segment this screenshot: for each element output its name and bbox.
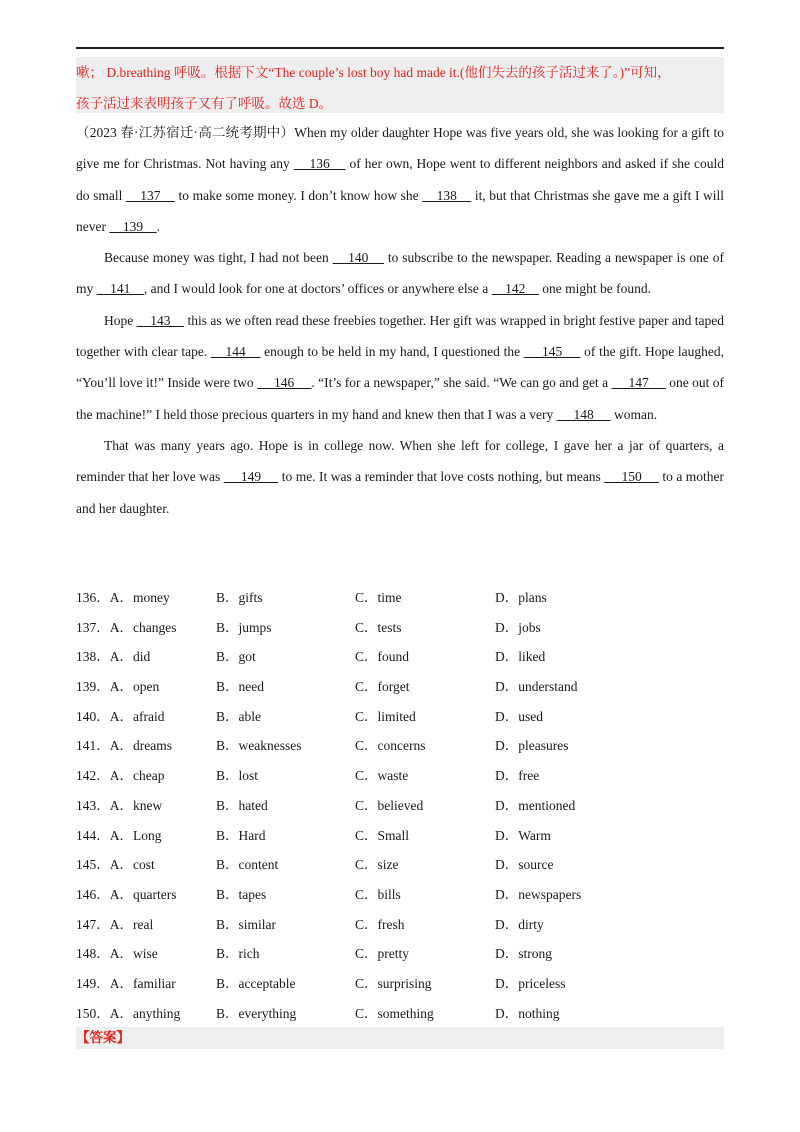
passage-text: woman.: [610, 406, 658, 422]
question-row: [76, 880, 724, 910]
passage-paragraph: [76, 242, 724, 305]
option-a: [76, 672, 159, 702]
passage-text: it, but that Christmas she gave me a gift I will never: [76, 187, 725, 234]
option-a-text: A．anything: [109, 1005, 181, 1021]
passage-paragraph: [76, 305, 724, 430]
blank-number: 137: [125, 187, 175, 203]
option-b: B．gifts: [216, 590, 263, 605]
option-a-text: A．familiar: [109, 975, 176, 991]
option-a: [76, 850, 155, 880]
passage-text: . “It’s for a newspaper,” she said. “We can go and get a: [311, 375, 612, 391]
option-d: D．free: [495, 768, 540, 784]
option-d: D．newspapers: [495, 886, 582, 902]
question-number: 143．: [76, 797, 110, 813]
option-d: D．dirty: [495, 916, 544, 932]
top-divider: [76, 47, 724, 49]
option-c: C．bills: [355, 886, 401, 902]
question-number: 141．: [76, 738, 110, 754]
question-number: 147．: [76, 916, 110, 932]
passage-text: Hope: [104, 312, 137, 328]
blank-number: 146: [257, 375, 312, 391]
option-a: [76, 999, 180, 1029]
question-row: [76, 939, 724, 969]
option-a-text: A．did: [109, 649, 151, 665]
option-b: B．tapes: [216, 886, 267, 902]
blank-number: 149: [223, 469, 279, 485]
option-a-text: A．quarters: [109, 886, 177, 902]
option-a-text: A．real: [109, 916, 154, 932]
option-a-text: A．money: [109, 590, 170, 605]
option-a: [76, 880, 176, 910]
option-b: B．content: [216, 857, 279, 873]
blank-number: 150: [604, 469, 659, 485]
blank-number: 142: [491, 281, 539, 297]
question-number: 138．: [76, 649, 110, 665]
passage-text: （2023 春·江苏宿迁·高二统考期中）When my older daughter Hope was five years old, she was looking for a gift to give me for Christmas. Not having any: [76, 125, 724, 172]
passage-text: , and I would look for one at doctors’ offices or anywhere else a: [143, 281, 492, 297]
option-b: B．hated: [216, 797, 268, 813]
question-row: [76, 850, 724, 880]
question-row: [76, 761, 724, 791]
passage-text: That was many years ago. Hope is in college now. When she left for college, I gave her a jar of quarters, a reminder that her love was: [76, 437, 724, 485]
question-number: 139．: [76, 679, 110, 695]
option-b: B．weaknesses: [216, 738, 302, 754]
question-row: [76, 731, 724, 761]
answer-label: 【答案】: [76, 1027, 724, 1049]
question-number: 144．: [76, 827, 110, 843]
option-a: [76, 969, 176, 999]
option-d: D．mentioned: [495, 797, 576, 813]
option-d: D．plans: [495, 590, 547, 605]
question-row: [76, 969, 724, 999]
option-c: C．pretty: [355, 946, 409, 962]
blank-number: 144: [210, 344, 261, 360]
option-d: D．source: [495, 857, 554, 873]
passage-text: Because money was tight, I had not been: [104, 250, 333, 266]
option-c: C．something: [355, 1005, 434, 1021]
question-number: 150．: [76, 1005, 110, 1021]
passage-text: of her own, Hope went to different neighbors and asked if she could do small: [76, 156, 724, 203]
option-b: B．got: [216, 649, 256, 665]
question-row: [76, 672, 724, 702]
option-b: B．acceptable: [216, 975, 296, 991]
explanation-line-2: 孩子活过来表明孩子又有了呼吸。故选 D。: [76, 96, 333, 111]
question-number: 145．: [76, 857, 110, 873]
option-a: [76, 939, 158, 969]
passage-paragraph: [76, 430, 724, 524]
option-d: D．strong: [495, 946, 552, 962]
option-d: D．understand: [495, 679, 578, 695]
passage-text: to a mother and her daughter.: [76, 469, 724, 516]
option-a-text: A．cheap: [109, 768, 165, 784]
option-d: D．liked: [495, 649, 546, 665]
option-c: C．limited: [355, 708, 416, 724]
question-number: 142．: [76, 768, 110, 784]
option-a-text: A．knew: [109, 797, 163, 813]
option-b: B．need: [216, 679, 264, 695]
option-a: [76, 761, 164, 791]
question-row: [76, 999, 724, 1029]
option-a: [76, 642, 150, 672]
option-a-text: A．open: [109, 679, 160, 695]
option-a: [76, 702, 164, 732]
question-number: 149．: [76, 975, 110, 991]
passage-text: one might be found.: [538, 281, 652, 297]
option-c: C．waste: [355, 768, 409, 784]
option-d: D．jobs: [495, 619, 541, 635]
option-c: C．concerns: [355, 738, 426, 754]
blank-number: 139: [109, 218, 157, 234]
option-a-text: A．cost: [109, 857, 155, 873]
blank-number: 143: [136, 312, 185, 328]
passage-text: .: [156, 218, 160, 234]
passage-text: to me. It was a reminder that love costs nothing, but means: [278, 469, 605, 485]
option-b: B．rich: [216, 946, 260, 962]
question-row: [76, 910, 724, 940]
passage-text: of the gift. Hope laughed, “You’ll love it!” Inside were two: [76, 344, 724, 391]
option-d: D．used: [495, 708, 543, 724]
blank-number: 138: [422, 187, 472, 203]
option-c: C．fresh: [355, 916, 405, 932]
option-a-text: A．afraid: [109, 708, 165, 724]
option-d: D．Warm: [495, 827, 551, 843]
option-a: [76, 910, 153, 940]
blank-number: 145: [523, 344, 581, 360]
blank-number: 141: [96, 281, 144, 297]
explanation-line-1: 嗽； D.breathing 呼吸。根据下文“The couple’s lost boy had made it.(他们失去的孩子活过来了。)”可知，: [76, 65, 671, 80]
question-row: [76, 821, 724, 851]
option-c: C．time: [355, 590, 402, 605]
option-a-text: A．dreams: [109, 738, 172, 754]
option-c: C．believed: [355, 797, 424, 813]
option-b: B．able: [216, 708, 261, 724]
explanation-note: [76, 57, 724, 113]
question-row: [76, 791, 724, 821]
option-d: D．pleasures: [495, 738, 569, 754]
option-a: [76, 731, 172, 761]
option-c: C．tests: [355, 619, 402, 635]
option-b: B．lost: [216, 768, 259, 784]
option-b: B．jumps: [216, 619, 272, 635]
blank-number: 147: [611, 375, 666, 391]
option-c: C．found: [355, 649, 409, 665]
question-number: 136．: [76, 590, 110, 605]
question-number: 146．: [76, 886, 110, 902]
question-row: [76, 642, 724, 672]
option-c: C．size: [355, 857, 399, 873]
question-row: [76, 583, 724, 613]
question-number: 140．: [76, 708, 110, 724]
question-options: [76, 583, 724, 1028]
option-a: [76, 613, 176, 643]
option-a-text: A．Long: [109, 827, 162, 843]
option-d: D．nothing: [495, 1005, 560, 1021]
passage-paragraph: [76, 117, 724, 242]
passage-text: enough to be held in my hand, I questioned the: [260, 344, 524, 360]
blank-number: 140: [332, 250, 384, 266]
question-row: [76, 702, 724, 732]
blank-number: 136: [293, 156, 346, 172]
option-b: B．similar: [216, 916, 276, 932]
cloze-passage: [76, 117, 724, 524]
option-a-text: A．wise: [109, 946, 158, 962]
option-d: D．priceless: [495, 975, 566, 991]
passage-text: one out of the machine!” I held those precious quarters in my hand and knew then that I was a very: [76, 375, 725, 422]
option-a: [76, 583, 170, 613]
question-number: 148．: [76, 946, 110, 962]
option-b: B．everything: [216, 1005, 297, 1021]
question-row: [76, 613, 724, 643]
option-a: [76, 791, 162, 821]
passage-text: this as we often read these freebies together. Her gift was wrapped in bright festive paper and taped together with clear tape.: [76, 312, 725, 360]
option-a-text: A．changes: [109, 619, 177, 635]
passage-text: to make some money. I don’t know how she: [174, 187, 423, 203]
blank-number: 148: [556, 406, 611, 422]
option-c: C．surprising: [355, 975, 432, 991]
option-c: C．forget: [355, 679, 410, 695]
option-b: B．Hard: [216, 827, 266, 843]
passage-text: to subscribe to the newspaper. Reading a newspaper is one of my: [76, 250, 724, 297]
option-a: [76, 821, 162, 851]
option-c: C．Small: [355, 827, 410, 843]
question-number: 137．: [76, 619, 110, 635]
